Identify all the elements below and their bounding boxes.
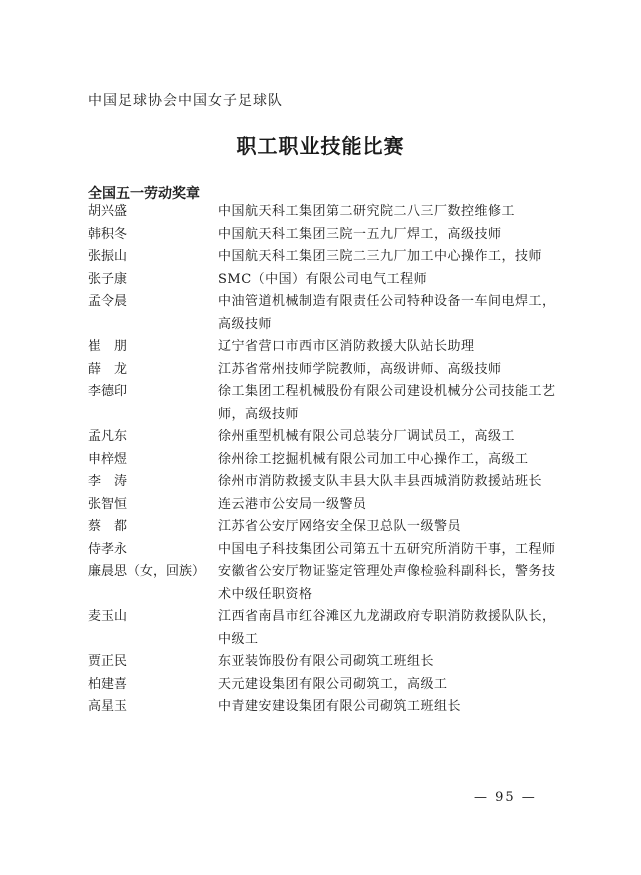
awardee-name: 李德印 [88, 384, 128, 399]
award-heading: 全国五一劳动奖章 [88, 186, 200, 202]
awardee-name: 高星玉 [88, 699, 128, 714]
list-item [88, 674, 558, 697]
awardee-description: 徐州重型机械有限公司总装分厂调试员工，高级工 [218, 429, 516, 444]
awardee-description: 中国电子科技集团公司第五十五研究所消防干事，工程师 [218, 541, 556, 557]
list-item [88, 494, 558, 517]
awardee-description: 天元建设集团有限公司砌筑工，高级工 [218, 676, 448, 692]
list-item [88, 201, 558, 224]
awardee-description: 江苏省公安厅网络安全保卫总队一级警员 [218, 519, 462, 534]
list-item [88, 269, 558, 292]
awardee-name: 韩积冬 [88, 226, 128, 242]
awardee-name: 申梓煜 [88, 451, 128, 467]
list-item [88, 449, 558, 472]
awardee-description: 安徽省公安厅物证鉴定管理处声像检验科副科长，警务技术中级任职资格 [218, 564, 556, 602]
awardee-name: 崔 朋 [88, 339, 128, 354]
list-item [88, 336, 558, 359]
awardee-name: 孟凡东 [88, 429, 128, 444]
awardee-description: SMC（中国）有限公司电气工程师 [218, 271, 428, 287]
list-item [88, 539, 558, 562]
awardee-description: 东亚装饰股份有限公司砌筑工班组长 [218, 654, 435, 669]
awardee-list [88, 201, 558, 719]
list-item [88, 381, 558, 426]
awardee-name: 廉晨思（女，回族） [88, 564, 206, 579]
list-item [88, 246, 558, 269]
awardee-description: 江西省南昌市红谷滩区九龙湖政府专职消防救援队队长，中级工 [218, 609, 556, 647]
list-item [88, 291, 558, 336]
awardee-name: 张振山 [88, 249, 128, 264]
awardee-name: 张智恒 [88, 496, 128, 512]
awardee-description: 辽宁省营口市西市区消防救援大队站长助理 [218, 339, 475, 354]
awardee-description: 徐工集团工程机械股份有限公司建设机械分公司技能工艺师，高级技师 [218, 384, 556, 422]
awardee-name: 蔡 都 [88, 519, 128, 534]
list-item [88, 696, 558, 719]
list-item [88, 561, 558, 606]
awardee-description: 中青建安建设集团有限公司砌筑工班组长 [218, 699, 462, 714]
awardee-name: 孟令晨 [88, 294, 128, 309]
list-item [88, 651, 558, 674]
list-item [88, 426, 558, 449]
awardee-name: 张子康 [88, 271, 128, 287]
awardee-name: 薛 龙 [88, 361, 128, 377]
awardee-name: 麦玉山 [88, 609, 128, 624]
awardee-description: 连云港市公安局一级警员 [218, 496, 367, 512]
awardee-name: 胡兴盛 [88, 204, 128, 219]
awardee-description: 中国航天科工集团第二研究院二八三厂数控维修工 [218, 204, 516, 219]
awardee-name: 李 涛 [88, 474, 128, 489]
organization-line: 中国足球协会中国女子足球队 [88, 93, 283, 109]
list-item [88, 359, 558, 382]
list-item [88, 224, 558, 247]
list-item [88, 606, 558, 651]
awardee-description: 中国航天科工集团三院一五九厂焊工，高级技师 [218, 226, 502, 242]
awardee-description: 中国航天科工集团三院二三九厂加工中心操作工，技师 [218, 249, 543, 264]
awardee-name: 侍孝永 [88, 541, 128, 557]
awardee-description: 中油管道机械制造有限责任公司特种设备一车间电焊工，高级技师 [218, 294, 556, 332]
page-number: — 95 — [474, 790, 537, 805]
list-item [88, 471, 558, 494]
list-item [88, 516, 558, 539]
section-title: 职工职业技能比赛 [236, 134, 405, 158]
awardee-name: 柏建喜 [88, 676, 128, 692]
awardee-description: 江苏省常州技师学院教师，高级讲师、高级技师 [218, 361, 502, 377]
awardee-description: 徐州市消防救援支队丰县大队丰县西城消防救援站班长 [218, 474, 543, 489]
awardee-description: 徐州徐工挖掘机械有限公司加工中心操作工，高级工 [218, 451, 529, 467]
awardee-name: 贾正民 [88, 654, 128, 669]
